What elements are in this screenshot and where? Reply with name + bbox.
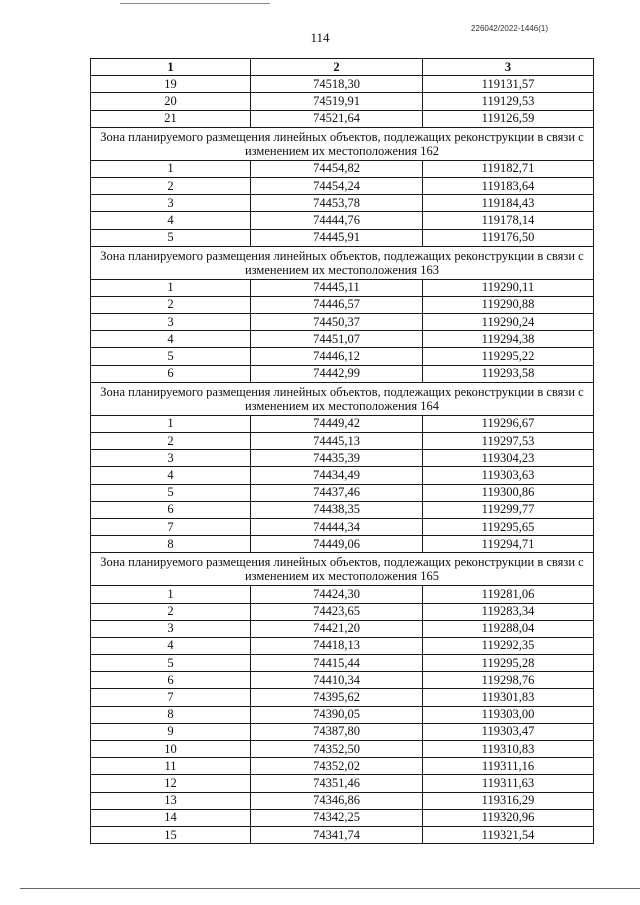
point-number-cell: 5 [91, 229, 251, 246]
y-coordinate-cell: 119281,06 [423, 586, 594, 603]
y-coordinate-cell: 119303,63 [423, 467, 594, 484]
x-coordinate-cell: 74346,86 [251, 792, 423, 809]
point-number-cell: 3 [91, 195, 251, 212]
y-coordinate-cell: 119300,86 [423, 484, 594, 501]
x-coordinate-cell: 74351,46 [251, 775, 423, 792]
table-row [91, 212, 594, 229]
table-row [91, 603, 594, 620]
y-coordinate-cell: 119297,53 [423, 433, 594, 450]
y-coordinate-cell: 119288,04 [423, 620, 594, 637]
page-number: 114 [310, 30, 330, 45]
y-coordinate-cell: 119183,64 [423, 177, 594, 194]
x-coordinate-cell: 74410,34 [251, 672, 423, 689]
y-coordinate-cell: 119295,28 [423, 655, 594, 672]
coordinates-table [90, 58, 594, 844]
table-row [91, 741, 594, 758]
x-coordinate-cell: 74454,24 [251, 177, 423, 194]
point-number-cell: 8 [91, 706, 251, 723]
zone-title-row [91, 382, 594, 415]
y-coordinate-cell: 119299,77 [423, 501, 594, 518]
x-coordinate-cell: 74442,99 [251, 365, 423, 382]
point-number-cell: 1 [91, 586, 251, 603]
x-coordinate-cell: 74435,39 [251, 450, 423, 467]
x-coordinate-cell: 74352,02 [251, 758, 423, 775]
point-number-cell: 3 [91, 450, 251, 467]
x-coordinate-cell: 74449,42 [251, 415, 423, 432]
y-coordinate-cell: 119126,59 [423, 110, 594, 127]
y-coordinate-cell: 119290,11 [423, 279, 594, 296]
point-number-cell: 4 [91, 637, 251, 654]
x-coordinate-cell: 74387,80 [251, 723, 423, 740]
table-header-row [91, 59, 594, 76]
table-row [91, 177, 594, 194]
zone-title-row [91, 246, 594, 279]
table-row [91, 195, 594, 212]
top-scan-line [120, 3, 270, 4]
table-body [91, 76, 594, 844]
table-row [91, 809, 594, 826]
y-coordinate-cell: 119182,71 [423, 160, 594, 177]
point-number-cell: 12 [91, 775, 251, 792]
zone-title: Зона планируемого размещения линейных объектов, подлежащих реконструкции в связи с изменением их местоположения 164 [91, 382, 594, 415]
y-coordinate-cell: 119178,14 [423, 212, 594, 229]
x-coordinate-cell: 74444,34 [251, 518, 423, 535]
x-coordinate-cell: 74446,57 [251, 296, 423, 313]
point-number-cell: 6 [91, 365, 251, 382]
y-coordinate-cell: 119303,47 [423, 723, 594, 740]
y-coordinate-cell: 119131,57 [423, 76, 594, 93]
x-coordinate-cell: 74437,46 [251, 484, 423, 501]
y-coordinate-cell: 119320,96 [423, 809, 594, 826]
point-number-cell: 1 [91, 279, 251, 296]
table-row [91, 110, 594, 127]
point-number-cell: 21 [91, 110, 251, 127]
bottom-scan-line [20, 888, 640, 889]
table-row [91, 279, 594, 296]
point-number-cell: 9 [91, 723, 251, 740]
x-coordinate-cell: 74445,13 [251, 433, 423, 450]
x-coordinate-cell: 74450,37 [251, 314, 423, 331]
y-coordinate-cell: 119303,00 [423, 706, 594, 723]
table-row [91, 160, 594, 177]
y-coordinate-cell: 119298,76 [423, 672, 594, 689]
x-coordinate-cell: 74418,13 [251, 637, 423, 654]
x-coordinate-cell: 74518,30 [251, 76, 423, 93]
table-row [91, 758, 594, 775]
x-coordinate-cell: 74421,20 [251, 620, 423, 637]
table-row [91, 296, 594, 313]
point-number-cell: 4 [91, 331, 251, 348]
x-coordinate-cell: 74444,76 [251, 212, 423, 229]
x-coordinate-cell: 74434,49 [251, 467, 423, 484]
x-coordinate-cell: 74519,91 [251, 93, 423, 110]
y-coordinate-cell: 119311,63 [423, 775, 594, 792]
zone-title: Зона планируемого размещения линейных объектов, подлежащих реконструкции в связи с изменением их местоположения 163 [91, 246, 594, 279]
table-row [91, 518, 594, 535]
y-coordinate-cell: 119176,50 [423, 229, 594, 246]
document-reference: 226042/2022-1446(1) [471, 24, 548, 33]
y-coordinate-cell: 119290,24 [423, 314, 594, 331]
point-number-cell: 6 [91, 501, 251, 518]
x-coordinate-cell: 74449,06 [251, 536, 423, 553]
x-coordinate-cell: 74453,78 [251, 195, 423, 212]
point-number-cell: 2 [91, 603, 251, 620]
point-number-cell: 4 [91, 212, 251, 229]
table-row [91, 433, 594, 450]
point-number-cell: 20 [91, 93, 251, 110]
y-coordinate-cell: 119310,83 [423, 741, 594, 758]
point-number-cell: 3 [91, 620, 251, 637]
table-row [91, 637, 594, 654]
y-coordinate-cell: 119295,22 [423, 348, 594, 365]
point-number-cell: 11 [91, 758, 251, 775]
table-row [91, 501, 594, 518]
point-number-cell: 7 [91, 689, 251, 706]
point-number-cell: 15 [91, 826, 251, 843]
table-row [91, 415, 594, 432]
table-row [91, 331, 594, 348]
y-coordinate-cell: 119301,83 [423, 689, 594, 706]
y-coordinate-cell: 119129,53 [423, 93, 594, 110]
table-row [91, 655, 594, 672]
point-number-cell: 2 [91, 433, 251, 450]
y-coordinate-cell: 119296,67 [423, 415, 594, 432]
y-coordinate-cell: 119293,58 [423, 365, 594, 382]
x-coordinate-cell: 74395,62 [251, 689, 423, 706]
x-coordinate-cell: 74446,12 [251, 348, 423, 365]
point-number-cell: 1 [91, 415, 251, 432]
x-coordinate-cell: 74342,25 [251, 809, 423, 826]
y-coordinate-cell: 119283,34 [423, 603, 594, 620]
point-number-cell: 14 [91, 809, 251, 826]
table-row [91, 689, 594, 706]
y-coordinate-cell: 119294,71 [423, 536, 594, 553]
table-row [91, 450, 594, 467]
table-row [91, 826, 594, 843]
x-coordinate-cell: 74454,82 [251, 160, 423, 177]
y-coordinate-cell: 119295,65 [423, 518, 594, 535]
zone-title-row [91, 553, 594, 586]
y-coordinate-cell: 119316,29 [423, 792, 594, 809]
point-number-cell: 10 [91, 741, 251, 758]
point-number-cell: 4 [91, 467, 251, 484]
y-coordinate-cell: 119292,35 [423, 637, 594, 654]
y-coordinate-cell: 119294,38 [423, 331, 594, 348]
table-row [91, 314, 594, 331]
table-row [91, 775, 594, 792]
x-coordinate-cell: 74451,07 [251, 331, 423, 348]
x-coordinate-cell: 74423,65 [251, 603, 423, 620]
x-coordinate-cell: 74521,64 [251, 110, 423, 127]
table-row [91, 229, 594, 246]
zone-title: Зона планируемого размещения линейных объектов, подлежащих реконструкции в связи с изменением их местоположения 162 [91, 127, 594, 160]
x-coordinate-cell: 74445,91 [251, 229, 423, 246]
table-row [91, 348, 594, 365]
point-number-cell: 1 [91, 160, 251, 177]
point-number-cell: 3 [91, 314, 251, 331]
column-header: 3 [423, 59, 594, 76]
point-number-cell: 7 [91, 518, 251, 535]
table-row [91, 620, 594, 637]
table-row [91, 723, 594, 740]
point-number-cell: 19 [91, 76, 251, 93]
point-number-cell: 8 [91, 536, 251, 553]
point-number-cell: 5 [91, 348, 251, 365]
y-coordinate-cell: 119304,23 [423, 450, 594, 467]
y-coordinate-cell: 119311,16 [423, 758, 594, 775]
table-row [91, 586, 594, 603]
table-row [91, 467, 594, 484]
table-row [91, 706, 594, 723]
x-coordinate-cell: 74415,44 [251, 655, 423, 672]
zone-title-row [91, 127, 594, 160]
zone-title: Зона планируемого размещения линейных объектов, подлежащих реконструкции в связи с изменением их местоположения 165 [91, 553, 594, 586]
table-row [91, 672, 594, 689]
x-coordinate-cell: 74352,50 [251, 741, 423, 758]
column-header: 1 [91, 59, 251, 76]
point-number-cell: 6 [91, 672, 251, 689]
x-coordinate-cell: 74445,11 [251, 279, 423, 296]
table-row [91, 365, 594, 382]
column-header: 2 [251, 59, 423, 76]
y-coordinate-cell: 119184,43 [423, 195, 594, 212]
y-coordinate-cell: 119290,88 [423, 296, 594, 313]
y-coordinate-cell: 119321,54 [423, 826, 594, 843]
point-number-cell: 13 [91, 792, 251, 809]
x-coordinate-cell: 74424,30 [251, 586, 423, 603]
x-coordinate-cell: 74438,35 [251, 501, 423, 518]
point-number-cell: 5 [91, 484, 251, 501]
point-number-cell: 2 [91, 177, 251, 194]
x-coordinate-cell: 74390,05 [251, 706, 423, 723]
point-number-cell: 2 [91, 296, 251, 313]
table-row [91, 93, 594, 110]
point-number-cell: 5 [91, 655, 251, 672]
table-row [91, 536, 594, 553]
table-row [91, 484, 594, 501]
table-row [91, 76, 594, 93]
table-row [91, 792, 594, 809]
x-coordinate-cell: 74341,74 [251, 826, 423, 843]
